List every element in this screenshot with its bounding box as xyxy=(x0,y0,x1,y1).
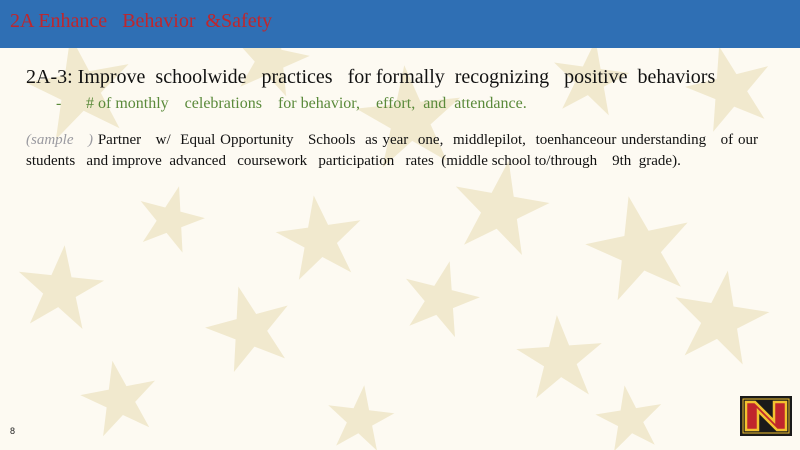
bullet-text: # of monthly celebrations for behavior, effort, and attendance. xyxy=(86,95,527,112)
body-text: Partner w/ Equal Opportunity Schools as year one, middlepilot, toenhanceour understanding of our students and improve advanced coursework participation rates (middle school to/through 9th grade). xyxy=(26,132,762,169)
page-number: 8 xyxy=(10,426,16,436)
goal-heading: 2A-3: Improve schoolwide practices for formally recognizing positive behaviors xyxy=(26,66,716,88)
bullet-dash: - xyxy=(56,95,62,112)
sample-tag: (sample ) xyxy=(26,132,93,148)
school-n-logo-icon xyxy=(740,396,792,436)
slide-title: 2A Enhance Behavior &Safety xyxy=(10,10,273,32)
bullet-item xyxy=(56,95,527,113)
body-paragraph xyxy=(26,130,762,172)
